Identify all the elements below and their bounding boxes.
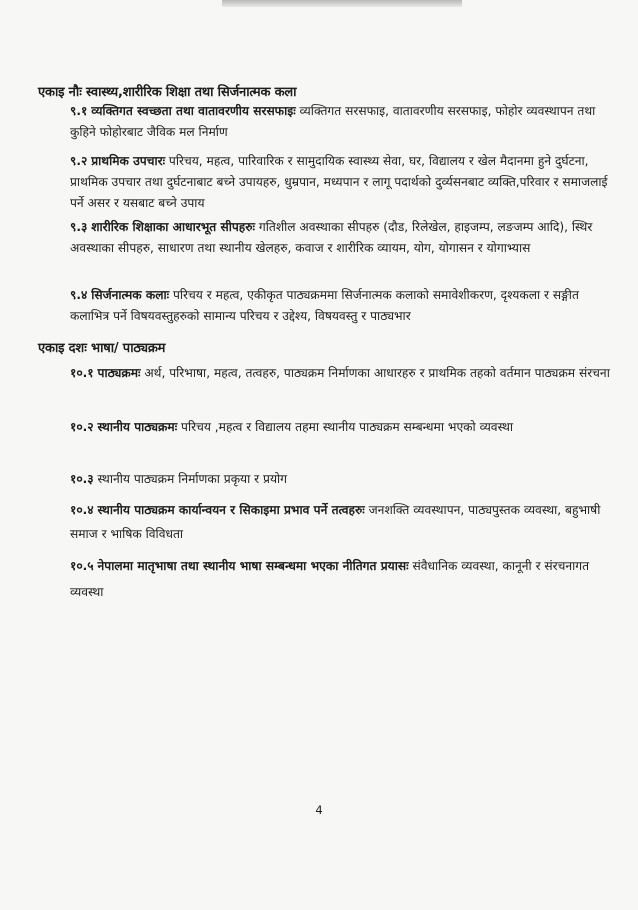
item-title: व्यक्तिगत स्वच्छता तथा वातावरणीय सरसफाइः	[91, 104, 296, 118]
list-item-10-1	[70, 361, 618, 385]
list-item-10-3	[70, 469, 618, 490]
item-number: १०.२	[70, 420, 94, 434]
list-item-9-2	[70, 151, 618, 214]
page-number: 4	[315, 803, 323, 817]
list-item-10-2	[70, 415, 618, 439]
item-title: स्थानीय पाठ्यक्रम कार्यान्वयन र सिकाइमा प्रभाव पर्ने तत्वहरुः	[97, 503, 365, 517]
list-item-9-3	[70, 217, 618, 259]
item-number: ९.३	[70, 220, 88, 234]
item-title: सिर्जनात्मक कलाः	[91, 288, 170, 302]
item-number: ९.२	[70, 154, 88, 168]
unit-10-heading: एकाइ दशः भाषा/ पाठ्यक्रम	[38, 341, 166, 356]
list-item-10-5	[70, 553, 618, 605]
item-number: ९.१	[70, 104, 88, 118]
item-number: ९.४	[70, 288, 88, 302]
item-text: गतिशील अवस्थाका सीपहरु (दौड, रिलेखेल, हाइजम्प, लङजम्प आदि), स्थिर अवस्थाका सीपहरु, साधारण तथा स्थानीय खेलहरु, कवाज र शारीरिक व्यायम, योग, योगासन र योगाभ्यास	[70, 220, 593, 255]
item-text: जनशक्ति व्यवस्थापन, पाठ्यपुस्तक व्यवस्था, बहुभाषी समाज र भाषिक विविधता	[70, 503, 601, 541]
scan-edge-shadow	[222, 0, 462, 7]
item-number: १०.१	[70, 366, 94, 380]
item-text: परिचय ,महत्व र विद्यालय तहमा स्थानीय पाठ्यक्रम सम्बन्धमा भएको व्यवस्था	[177, 420, 514, 434]
item-text: परिचय र महत्व, एकीकृत पाठ्यक्रममा सिर्जनात्मक कलाको समावेशीकरण, दृश्यकला र सङ्गीत कलाभित्र पर्ने विषयवस्तुहरुको सामान्य परिचय र उद्देश्य, विषयवस्तु र पाठ्यभार	[70, 288, 579, 323]
list-item-9-4	[70, 285, 618, 327]
item-title: स्थानीय पाठ्यक्रमः	[97, 420, 178, 434]
item-text: संवैधानिक व्यवस्था, कानूनी र संरचनागत व्यवस्था	[70, 559, 590, 599]
item-title: शारीरिक शिक्षाका आधारभूत सीपहरुः	[91, 220, 256, 234]
item-title: प्राथमिक उपचारः	[91, 154, 166, 168]
item-text: स्थानीय पाठ्यक्रम निर्माणका प्रकृया र प्रयोग	[97, 472, 288, 486]
item-number: १०.४	[70, 503, 94, 517]
item-title: पाठ्यक्रमः	[97, 366, 141, 380]
item-number: १०.५	[70, 559, 94, 573]
item-text: परिचय, महत्व, पारिवारिक र सामुदायिक स्वास्थ्य सेवा, घर, विद्यालय र खेल मैदानमा हुने दुर्घटना, प्राथमिक उपचार तथा दुर्घटनाबाट बच्ने उपायहरु, धुम्रपान, मध्यपान र लागू पदार्थको दुर्व्यसनबाट व्यक्ति,परिवार र समाजलाई पर्ने असर र यसबाट बच्ने उपाय	[70, 154, 608, 210]
item-text: अर्थ, परिभाषा, महत्व, तत्वहरु, पाठ्यक्रम निर्माणका आधारहरु र प्राथमिक तहको वर्तमान पाठ्यक्रम संरचना	[140, 366, 610, 380]
unit-9-heading: एकाइ नौः स्वास्थ्य,शारीरिक शिक्षा तथा सिर्जनात्मक कला	[38, 85, 297, 100]
item-title: नेपालमा मातृभाषा तथा स्थानीय भाषा सम्बन्धमा भएका नीतिगत प्रयासः	[97, 559, 409, 573]
item-number: १०.३	[70, 472, 94, 486]
list-item-10-4	[70, 498, 618, 546]
list-item-9-1	[70, 101, 618, 143]
item-text: व्यक्तिगत सरसफाइ, वातावरणीय सरसफाइ, फोहोर व्यवस्थापन तथा कुहिने फोहोरबाट जैविक मल निर्माण	[70, 104, 596, 139]
